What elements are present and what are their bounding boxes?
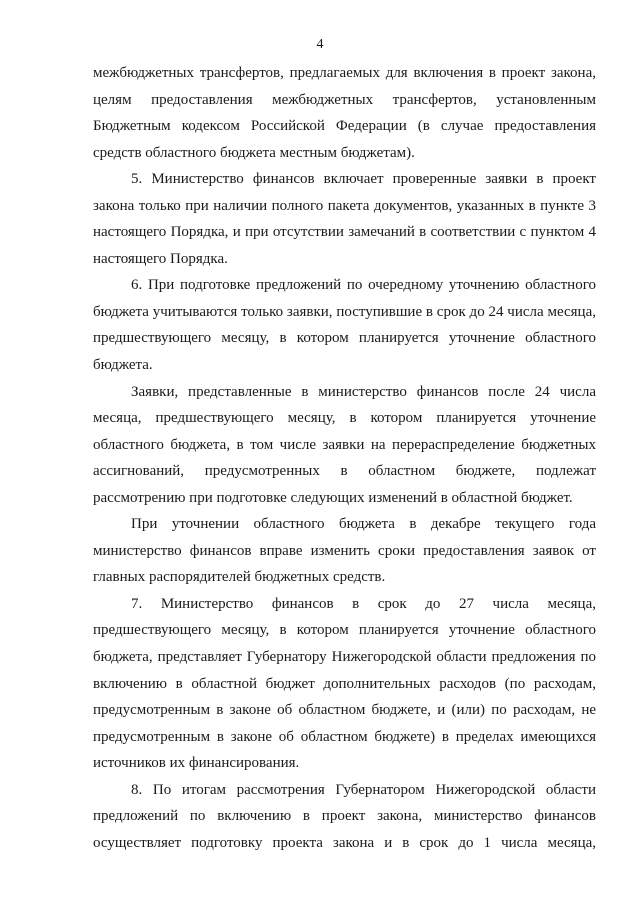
paragraph-item-8: 8. По итогам рассмотрения Губернатором Нижегородской области предложений по включению в проект закона, министерство финансов осуществляет подготовку проекта закона и в срок до 1 числа месяца, — [93, 781, 596, 851]
paragraph-december-clarification: При уточнении областного бюджета в декабре текущего года министерство финансов вправе изменить сроки предоставления заявок от главных распорядителей бюджетных средств. — [93, 516, 596, 586]
paragraph-item-6: 6. При подготовке предложений по очередному уточнению областного бюджета учитываются только заявки, поступившие в срок до 24 числа месяца, предшествующего месяцу, в котором планируется уточнение областного бюджета. — [93, 277, 596, 374]
paragraph-late-applications: Заявки, представленные в министерство финансов после 24 числа месяца, предшествующего месяцу, в котором планируется уточнение областного бюджета, в том числе заявки на перераспределение бюджетных ассигнований, предусмотренных в областном бюджете, подлежат рассмотрению при подготовке следующих изменений в областной бюджет. — [93, 383, 596, 506]
paragraph-continuation: межбюджетных трансфертов, предлагаемых для включения в проект закона, целям предоставления межбюджетных трансфертов, установленным Бюджетным кодексом Российской Федерации (в случае предоставления средств областного бюджета местным бюджетам). — [93, 65, 596, 161]
document-body — [93, 60, 596, 856]
paragraph-item-5: 5. Министерство финансов включает проверенные заявки в проект закона только при наличии полного пакета документов, указанных в пункте 3 настоящего Порядка, и при отсутствии замечаний в соответствии с пунктом 4 настоящего Порядка. — [93, 171, 596, 267]
paragraph-item-7: 7. Министерство финансов в срок до 27 числа месяца, предшествующего месяцу, в котором планируется уточнение областного бюджета, представляет Губернатору Нижегородской области предложения по включению в областной бюджет дополнительных расходов (по расходам, предусмотренным в законе об областном бюджете, и (или) по расходам, не предусмотренным в законе об областном бюджете) в пределах имеющихся источников их финансирования. — [93, 595, 596, 772]
page-number: 4 — [316, 37, 324, 52]
